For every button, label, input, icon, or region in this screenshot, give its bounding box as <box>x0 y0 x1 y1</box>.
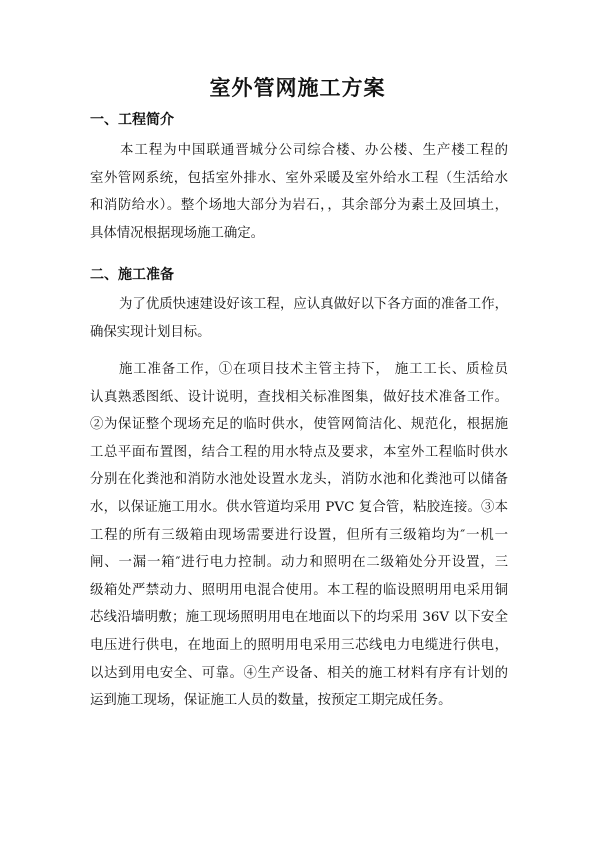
paragraph-line: 水，以保证施工用水。供水管道均采用 PVC 复合管，粘胶连接。③本 <box>90 499 508 515</box>
paragraph-line: 运到施工现场，保证施工人员的数量，按预定工期完成任务。 <box>90 693 452 709</box>
paragraph-line: 确保实现计划目标。 <box>90 324 211 340</box>
paragraph-line: 分别在化粪池和消防水池处设置水龙头，消防水池和化粪池可以储备 <box>90 472 508 488</box>
page-title: 室外管网施工方案 <box>209 76 386 100</box>
paragraph-line: 具体情况根据现场施工确定。 <box>90 225 265 241</box>
paragraph-line: 电压进行供电，在地面上的照明用电采用三芯线电力电缆进行供电， <box>90 637 508 653</box>
section-heading-overview: 一、工程简介 <box>90 112 174 128</box>
paragraph-overview <box>90 137 508 247</box>
paragraph-line: 施工准备工作，①在项目技术主管主持下， 施工工长、质检员 <box>119 362 508 377</box>
paragraph-line: 本工程为中国联通晋城分公司综合楼、办公楼、生产楼工程的 <box>120 143 508 158</box>
paragraph-line: 芯线沿墙明敷；施工现场照明用电在地面以下的均采用 36V 以下安全 <box>90 610 508 626</box>
paragraph-preparation-details <box>90 356 508 715</box>
paragraph-line: 为了优质快速建设好该工程，应认真做好以下各方面的准备工作， <box>119 297 508 312</box>
section-heading-preparation: 二、施工准备 <box>90 267 174 283</box>
paragraph-preparation-intro <box>90 291 508 346</box>
paragraph-line: 以达到用电安全、可靠。④生产设备、相关的施工材料有序有计划的 <box>90 665 508 681</box>
paragraph-line: 闸、一漏一箱″进行电力控制。动力和照明在二级箱处分开设置，三 <box>90 555 508 571</box>
paragraph-line: 工程的所有三级箱由现场需要进行设置，但所有三级箱均为″一机一 <box>90 527 508 543</box>
paragraph-line: 室外管网系统，包括室外排水、室外采暖及室外给水工程（生活给水 <box>90 170 508 186</box>
paragraph-line: 认真熟悉图纸、设计说明，查找相关标准图集，做好技术准备工作。 <box>90 389 508 405</box>
paragraph-line: 工总平面布置图，结合工程的用水特点及要求，本室外工程临时供水 <box>90 444 508 460</box>
paragraph-line: 和消防给水）。整个场地大部分为岩石，，其余部分为素土及回填土， <box>90 198 508 214</box>
paragraph-line: 级箱处严禁动力、照明用电混合使用。本工程的临设照明用电采用铜 <box>90 582 508 598</box>
paragraph-line: ②为保证整个现场充足的临时供水，使管网简洁化、规范化，根据施 <box>90 417 508 433</box>
